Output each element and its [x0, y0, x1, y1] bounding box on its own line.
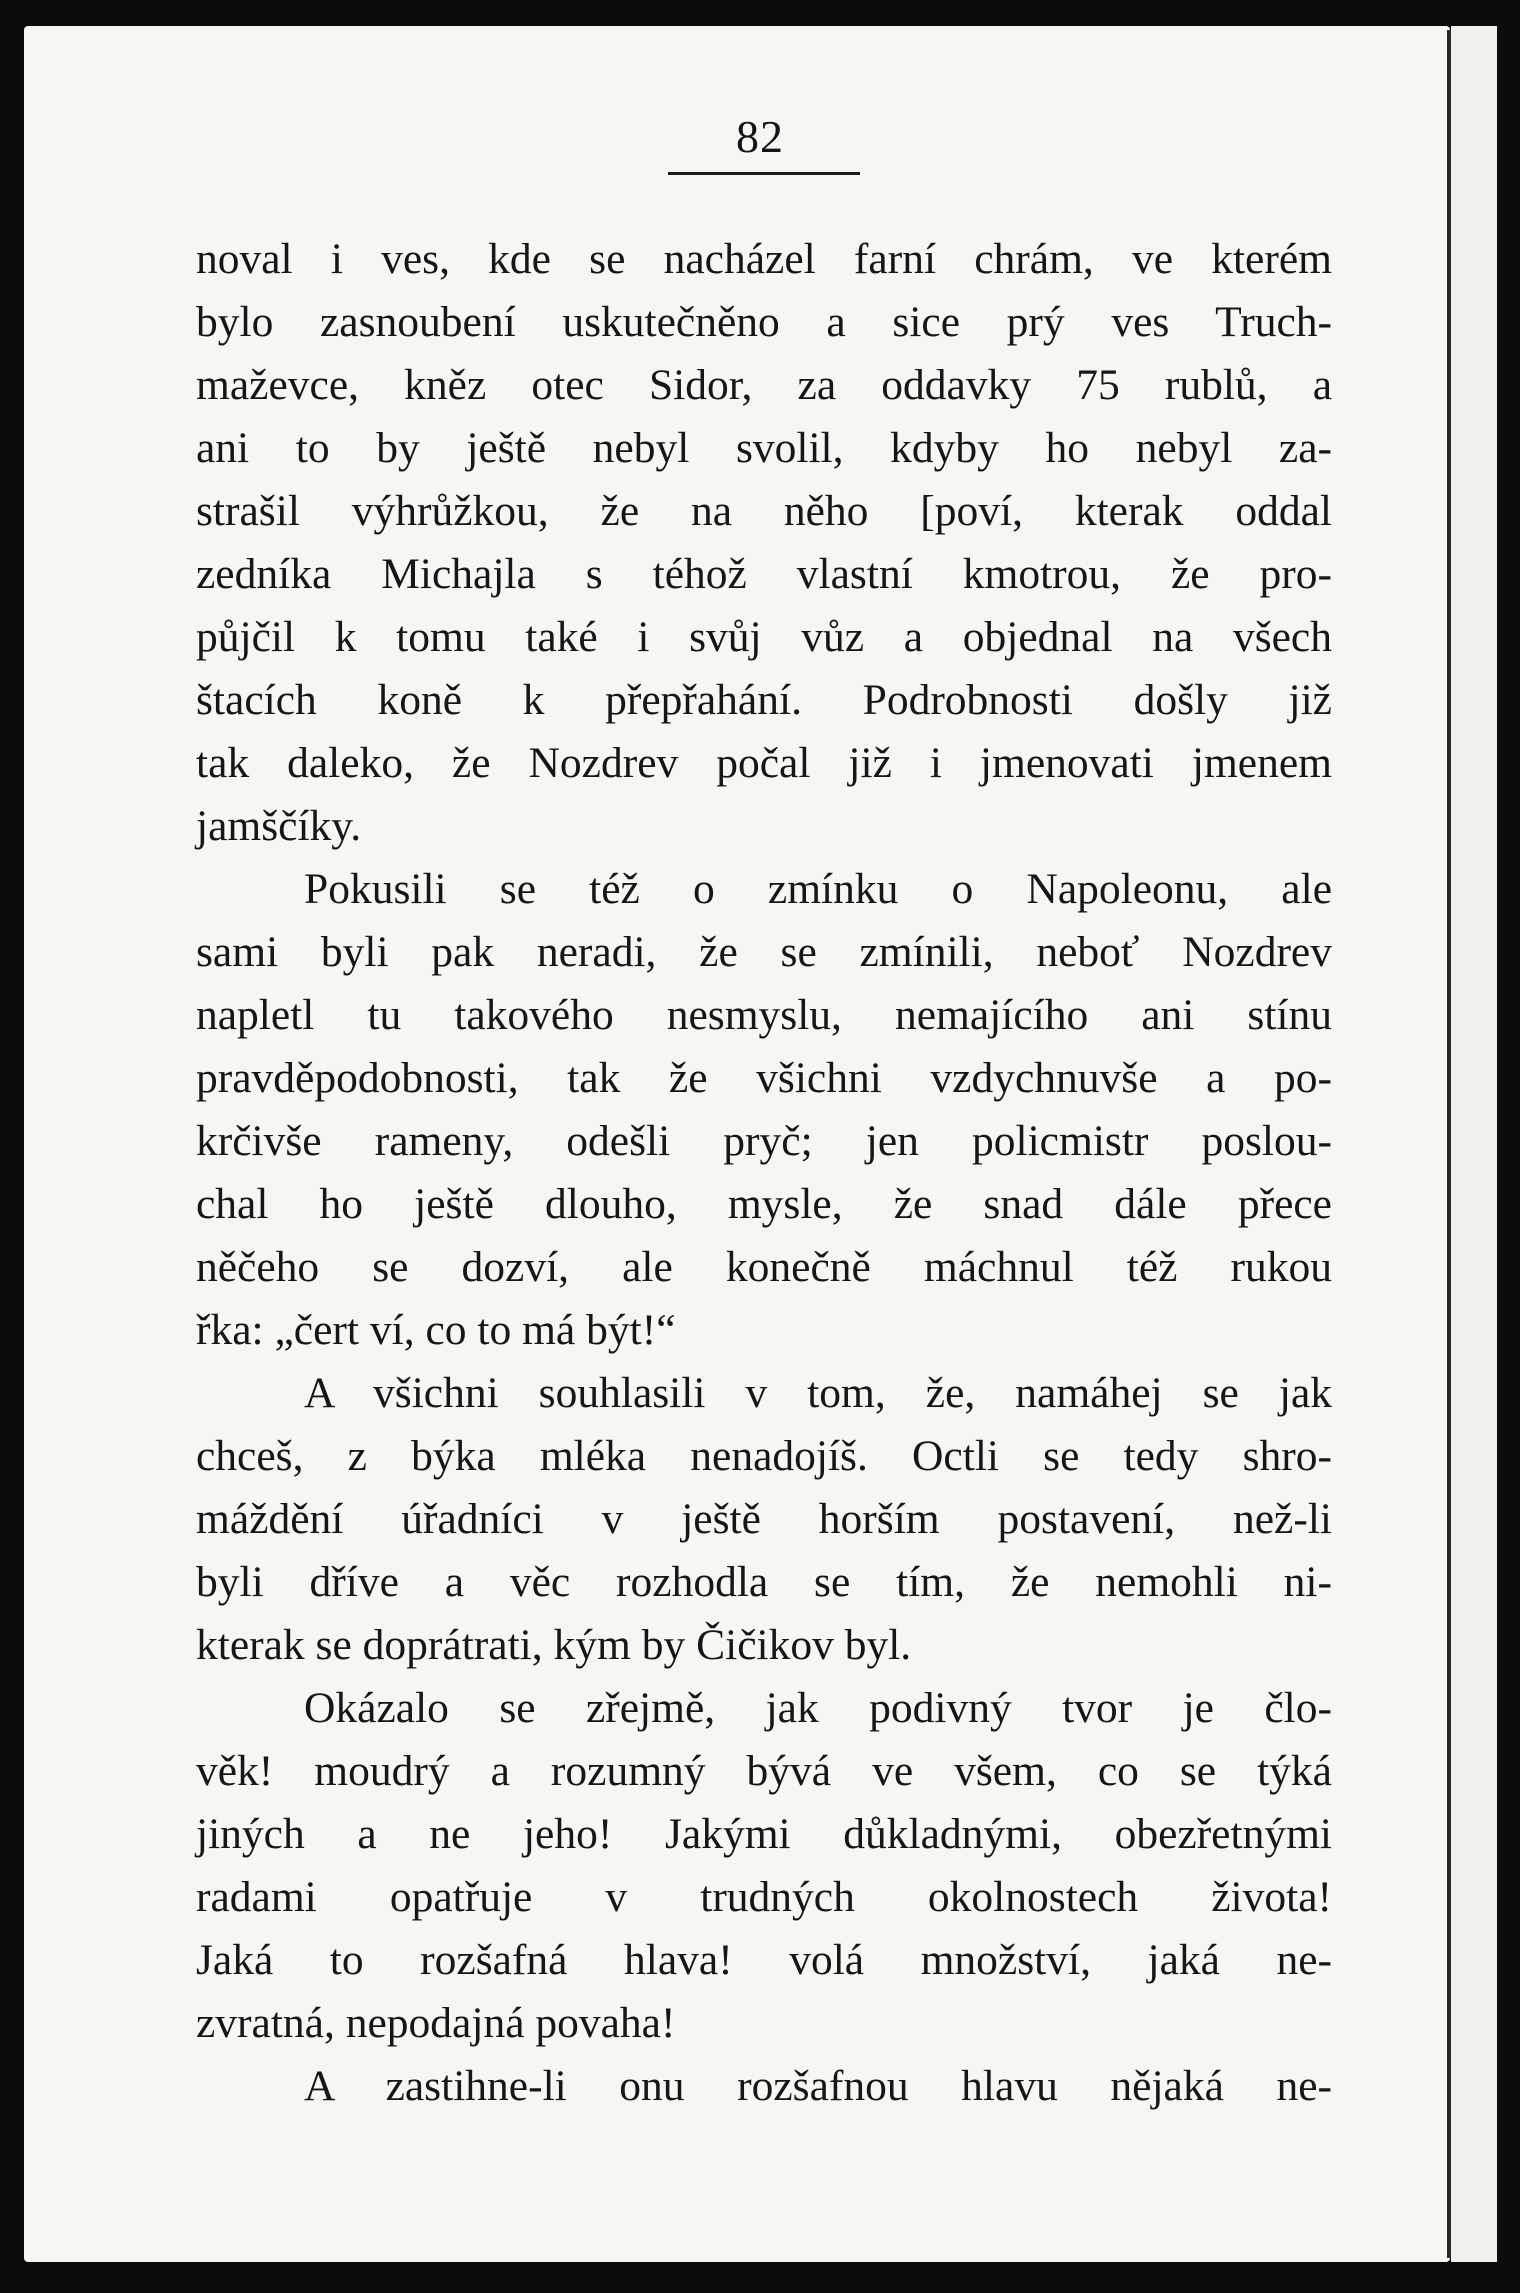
text-line: bylo zasnoubení uskutečněno a sice prý ves Truch-	[196, 298, 1332, 346]
text-line: něčeho se dozví, ale konečně máchnul též rukou	[196, 1243, 1332, 1291]
text-line: věk! moudrý a rozumný bývá ve všem, co se týká	[196, 1747, 1332, 1795]
text-line: půjčil k tomu také i svůj vůz a objednal na všech	[196, 613, 1332, 661]
text-line: zvratná, nepodajná povaha!	[196, 1999, 676, 2047]
page-number: 82	[736, 111, 784, 162]
text-line: byli dříve a věc rozhodla se tím, že nemohli ni-	[196, 1558, 1332, 1606]
text-line: chceš, z býka mléka nenadojíš. Octli se tedy shro-	[196, 1432, 1332, 1480]
text-line: strašil výhrůžkou, že na něho [poví, kterak oddal	[196, 487, 1332, 535]
text-line: kterak se doprátrati, kým by Čičikov byl.	[196, 1621, 912, 1669]
text-line: jamščíky.	[196, 802, 362, 850]
text-line: chal ho ještě dlouho, mysle, že snad dále přece	[196, 1180, 1332, 1228]
next-page-edge	[1451, 26, 1497, 2262]
paragraph-start-line: Okázalo se zřejmě, jak podivný tvor je člo-	[304, 1684, 1332, 1732]
text-line: radami opatřuje v trudných okolnostech života!	[196, 1873, 1332, 1921]
text-line: tak daleko, že Nozdrev počal již i jmenovati jmenem	[196, 739, 1332, 787]
text-line: Jaká to rozšafná hlava! volá množství, jaká ne-	[196, 1936, 1332, 1984]
page-number-rule	[668, 172, 860, 175]
text-line: sami byli pak neradi, že se zmínili, neboť Nozdrev	[196, 928, 1332, 976]
text-line: noval i ves, kde se nacházel farní chrám, ve kterém	[196, 235, 1332, 283]
paragraph-start-line: Pokusili se též o zmínku o Napoleonu, ale	[304, 865, 1332, 913]
text-line: zedníka Michajla s téhož vlastní kmotrou, že pro-	[196, 550, 1332, 598]
paragraph-start-line: A všichni souhlasili v tom, že, namáhej se jak	[304, 1369, 1332, 1417]
text-line: maževce, kněz otec Sidor, za oddavky 75 rublů, a	[196, 361, 1332, 409]
text-line: ani to by ještě nebyl svolil, kdyby ho nebyl za-	[196, 424, 1332, 472]
body-text	[196, 228, 1332, 2118]
text-line: jiných a ne jeho! Jakými důkladnými, obezřetnými	[196, 1810, 1332, 1858]
text-line: krčivše rameny, odešli pryč; jen policmistr poslou-	[196, 1117, 1332, 1165]
text-line: pravděpodobnosti, tak že všichni vzdychnuvše a po-	[196, 1054, 1332, 1102]
text-line: máždění úřadníci v ještě horším postavení, než-li	[196, 1495, 1332, 1543]
text-line: napletl tu takového nesmyslu, nemajícího ani stínu	[196, 991, 1332, 1039]
text-line: řka: „čert ví, co to má být!“	[196, 1306, 676, 1354]
text-line: štacích koně k přepřahání. Podrobnosti došly již	[196, 676, 1332, 724]
paragraph-start-line: A zastihne-li onu rozšafnou hlavu nějaká ne-	[304, 2062, 1332, 2110]
